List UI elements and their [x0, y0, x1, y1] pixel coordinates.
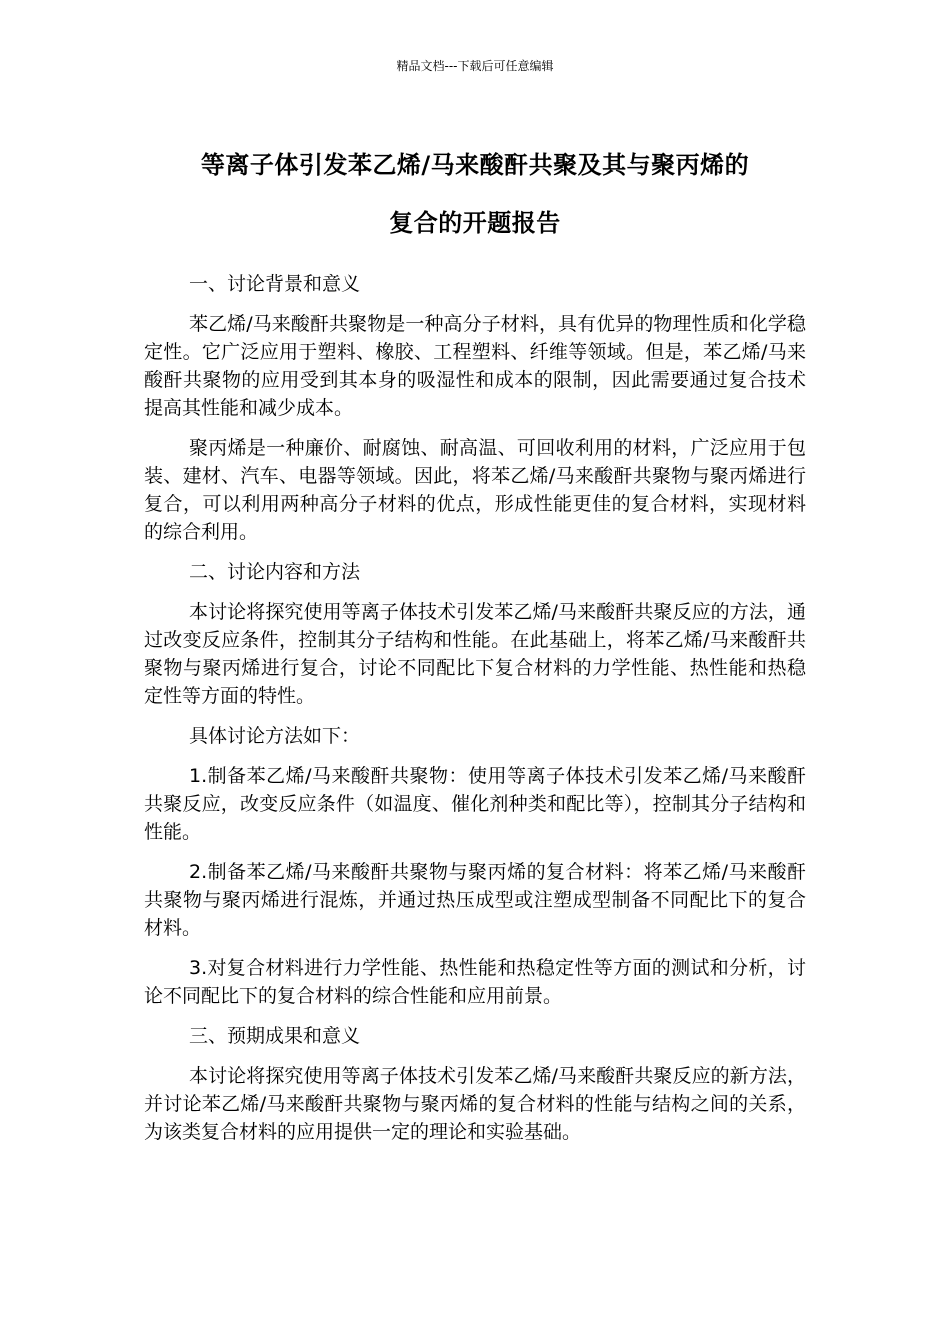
title-line-2: 复合的开题报告	[389, 209, 561, 237]
paragraph: 聚丙烯是一种廉价、耐腐蚀、耐高温、可回收利用的材料，广泛应用于包装、建材、汽车、电器等领域。因此，将苯乙烯/马来酸酐共聚物与聚丙烯进行复合，可以利用两种高分子材料的优点，形成性能更佳的复合材料，实现材料的综合利用。	[144, 437, 806, 543]
section-heading-background: 一、讨论背景和意义	[189, 273, 361, 295]
section-heading-expected-results: 三、预期成果和意义	[189, 1025, 361, 1047]
page-header: 精品文档---下载后可任意编辑	[396, 59, 554, 73]
paragraph: 具体讨论方法如下：	[189, 725, 361, 747]
title-line-1: 等离子体引发苯乙烯/马来酸酐共聚及其与聚丙烯的	[200, 151, 750, 179]
section-heading-content-methods: 二、讨论内容和方法	[189, 561, 361, 583]
paragraph: 本讨论将探究使用等离子体技术引发苯乙烯/马来酸酐共聚反应的方法，通过改变反应条件，控制其分子结构和性能。在此基础上，将苯乙烯/马来酸酐共聚物与聚丙烯进行复合，讨论不同配比下复合材料的力学性能、热性能和热稳定性等方面的特性。	[144, 601, 806, 707]
list-item: 1.制备苯乙烯/马来酸酐共聚物：使用等离子体技术引发苯乙烯/马来酸酐共聚反应，改变反应条件（如温度、催化剂种类和配比等），控制其分子结构和性能。	[144, 765, 806, 843]
document-body	[144, 270, 806, 1158]
document-title	[140, 136, 810, 252]
list-item: 3.对复合材料进行力学性能、热性能和热稳定性等方面的测试和分析，讨论不同配比下的复合材料的综合性能和应用前景。	[144, 957, 806, 1007]
list-item: 2.制备苯乙烯/马来酸酐共聚物与聚丙烯的复合材料：将苯乙烯/马来酸酐共聚物与聚丙烯进行混炼，并通过热压成型或注塑成型制备不同配比下的复合材料。	[144, 861, 806, 939]
paragraph: 本讨论将探究使用等离子体技术引发苯乙烯/马来酸酐共聚反应的新方法，并讨论苯乙烯/马来酸酐共聚物与聚丙烯的复合材料的性能与结构之间的关系，为该类复合材料的应用提供一定的理论和实验基础。	[144, 1065, 806, 1143]
paragraph: 苯乙烯/马来酸酐共聚物是一种高分子材料，具有优异的物理性质和化学稳定性。它广泛应用于塑料、橡胶、工程塑料、纤维等领域。但是，苯乙烯/马来酸酐共聚物的应用受到其本身的吸湿性和成本的限制，因此需要通过复合技术提高其性能和减少成本。	[144, 313, 806, 419]
